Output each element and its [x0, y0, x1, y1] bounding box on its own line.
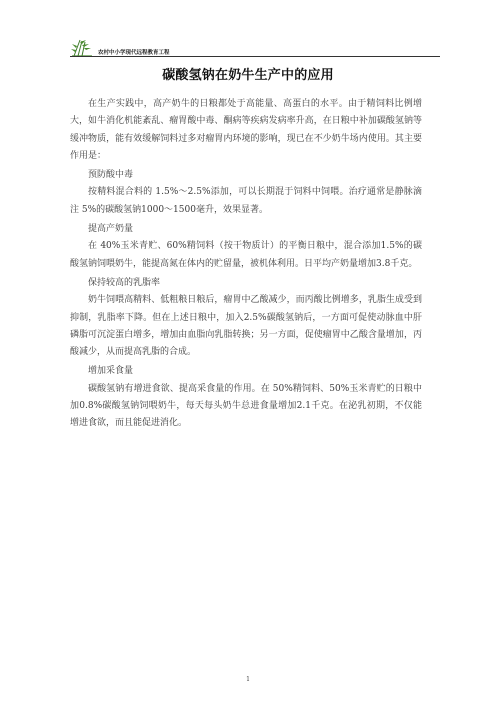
section-heading: 保持较高的乳脂率 [88, 277, 161, 288]
header-divider [70, 56, 440, 57]
section-paragraph: 按精料混合料的 1.5%～2.5%添加，可以长期混于饲料中饲喂。治疗通常是静脉滴注 5%的碳酸氢钠1000～1500毫升，效果显著。 [70, 187, 422, 215]
bamboo-logo-icon [70, 38, 94, 58]
section-heading: 增加采食量 [88, 366, 134, 377]
intro-paragraph: 在生产实践中，高产奶牛的日粮都处于高能量、高蛋白的水平。由于精饲料比例增大，如牛消化机能紊乱、瘤胃酸中毒、酮病等疾病发病率升高，在日粮中补加碳酸氢钠等缓冲物质，能有效缓解饲料过多对瘤胃内环境的影响，现已在不少奶牛场内使用。其主要作用是： [70, 99, 422, 161]
section-paragraph: 碳酸氢钠有增进食欲、提高采食量的作用。在 50%精饲料、50%玉米青贮的日粮中加0.8%碳酸氢钠饲喂奶牛，每天每头奶牛总进食量增加2.1千克。在泌乳初期，不仅能增进食欲，而且能促进消化。 [70, 383, 422, 429]
page-header [70, 38, 440, 58]
section-heading: 预防酸中毒 [88, 170, 134, 181]
header-site-name: 农村中小学现代远程教育工程 [98, 50, 170, 56]
section-heading: 提高产奶量 [88, 224, 134, 235]
section-paragraph: 在 40%玉米青贮、60%精饲料（按干物质计）的平衡日粮中，混合添加1.5%的碳酸氢钠饲喂奶牛，能提高氮在体内的贮留量，被机体利用。日平均产奶量增加3.8千克。 [70, 241, 422, 269]
article-body [70, 96, 422, 433]
page-number: 1 [246, 676, 250, 683]
page-title: 碳酸氢钠在奶牛生产中的应用 [162, 68, 334, 83]
section-paragraph: 奶牛饲喂高精料、低粗粮日粮后，瘤胃中乙酸减少，而丙酸比例增多，乳脂生成受到抑制，乳脂率下降。但在上述日粮中，加入2.5%碳酸氢钠后，一方面可促使动脉血中肝磷脂可沉淀蛋白增多，增加由血脂向乳脂转换；另一方面，促使瘤胃中乙酸含量增加，丙酸减少，从而提高乳脂的合成。 [70, 295, 422, 358]
